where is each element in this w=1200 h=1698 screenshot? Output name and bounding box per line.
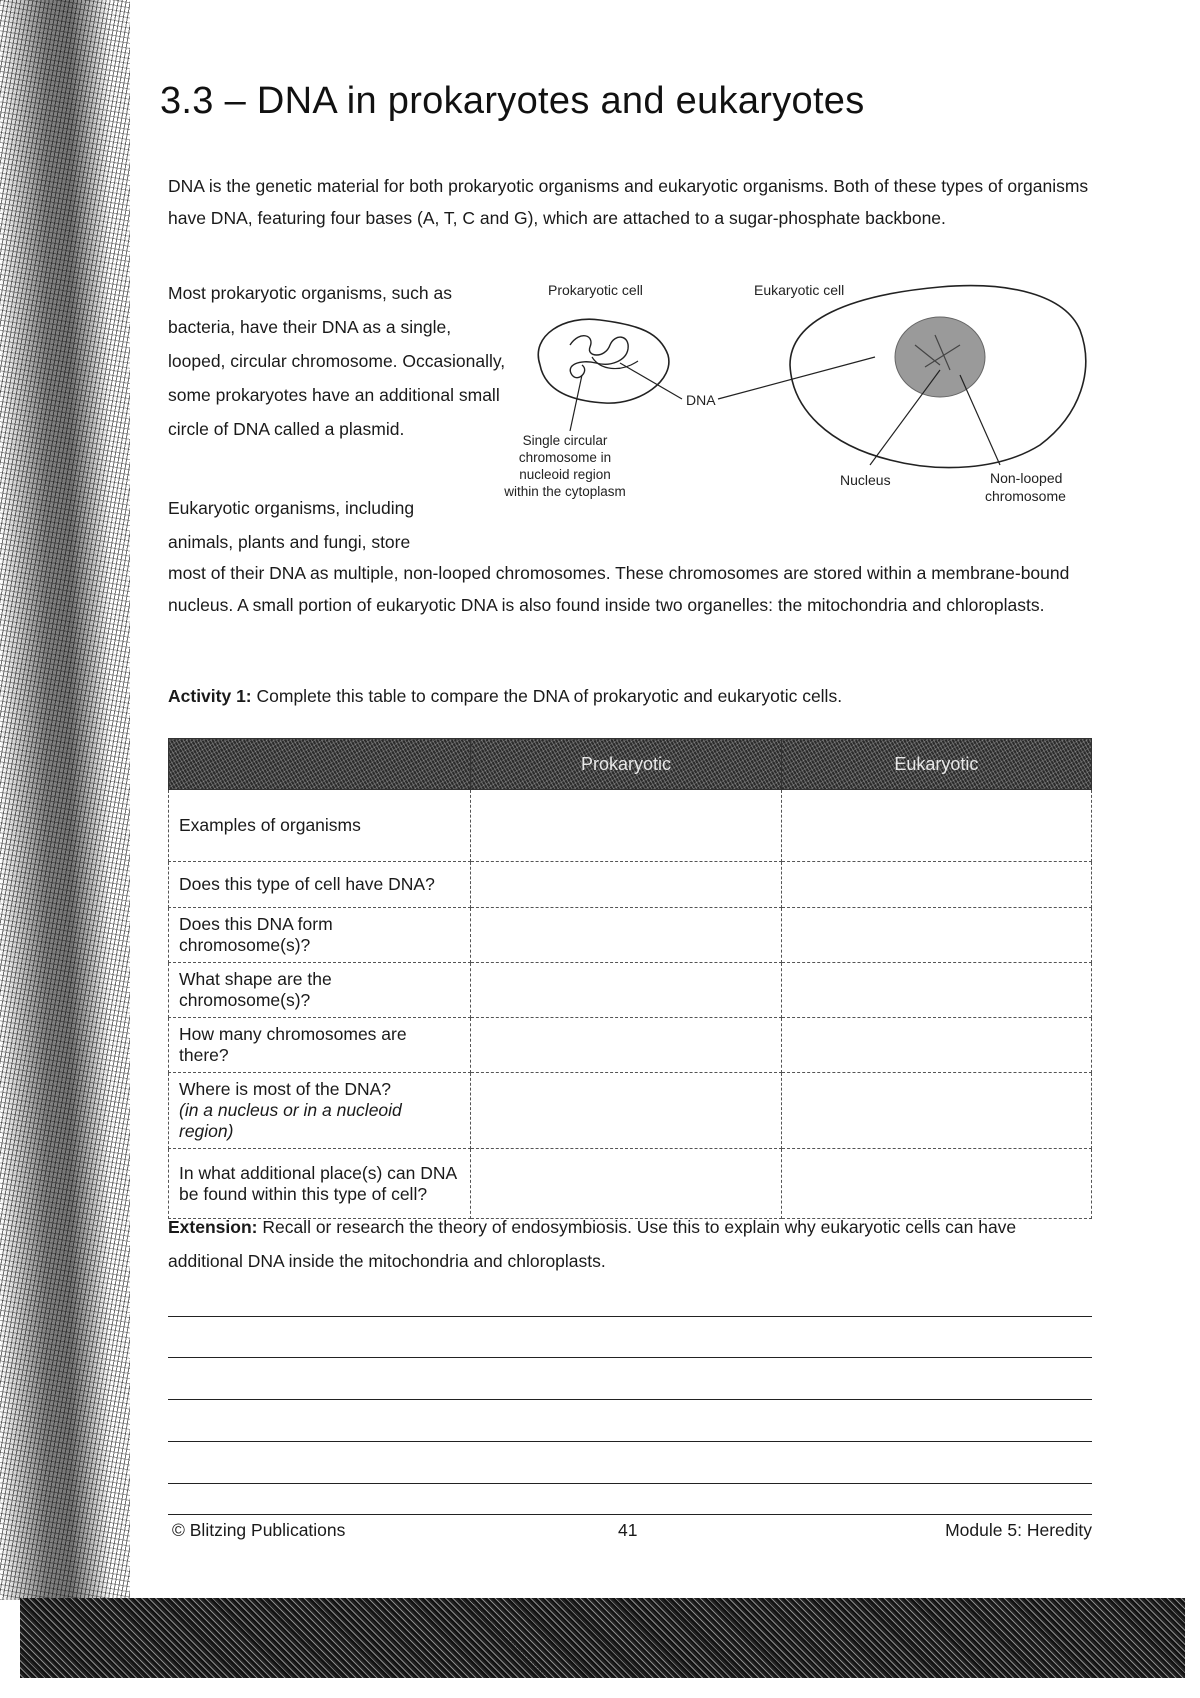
dna-cell-diagram (504, 275, 1100, 535)
table-row (169, 1018, 1092, 1073)
prokaryote-caption-line-2: chromosome in (518, 450, 612, 465)
eukaryote-paragraph-end: most of their DNA as multiple, non-looped chromosomes. These chromosomes are stored within a membrane-bound nucleus. A small portion of eukaryotic DNA is also found inside two organelles: the mitochondria and chloroplasts. (168, 563, 1070, 615)
eukaryotic-answer-cell[interactable] (781, 1149, 1091, 1219)
prokaryote-paragraph: Most prokaryotic organisms, such as bacteria, have their DNA as a single, looped, circular chromosome. Occasionally, some prokaryotes have an additional small circle of DNA called a plasmid. (168, 283, 506, 439)
prokaryotic-answer-cell[interactable] (471, 1018, 781, 1073)
eukaryotic-cell-label: Eukaryotic cell (754, 282, 845, 298)
intro-paragraph: DNA is the genetic material for both prokaryotic organisms and eukaryotic organisms. Both of these types of organisms have DNA, featuring four bases (A, T, C and G), which are attached to a sugar-phosphate backbone. (168, 176, 1089, 228)
row-question-cell (169, 1073, 471, 1149)
table-row (169, 1149, 1092, 1219)
prokaryotic-cell-label: Prokaryotic cell (548, 282, 643, 298)
row-question: How many chromosomes are there? (169, 1018, 471, 1073)
extension-label: Extension: (168, 1217, 258, 1237)
prokaryotic-answer-cell[interactable] (471, 1073, 781, 1149)
comparison-table (168, 738, 1092, 1219)
row-question: Does this type of cell have DNA? (169, 862, 471, 908)
prokaryotic-answer-cell[interactable] (471, 862, 781, 908)
answer-line[interactable] (168, 1357, 1092, 1358)
page-title: 3.3 – DNA in prokaryotes and eukaryotes (160, 80, 865, 122)
footer-publisher: © Blitzing Publications (172, 1520, 346, 1540)
footer-module: Module 5: Heredity (945, 1520, 1092, 1540)
table-header-prokaryotic: Prokaryotic (471, 739, 781, 790)
table-header-empty (169, 739, 471, 790)
prokaryotic-answer-cell[interactable] (471, 963, 781, 1018)
eukaryotic-answer-cell[interactable] (781, 1018, 1091, 1073)
answer-line[interactable] (168, 1316, 1092, 1317)
eukaryote-paragraph-start: Eukaryotic organisms, including animals, plants and fungi, store (168, 498, 415, 552)
table-row (169, 1073, 1092, 1149)
activity-1-instruction (168, 686, 842, 707)
eukaryotic-answer-cell[interactable] (781, 908, 1091, 963)
row-question: Where is most of the DNA? (179, 1079, 392, 1099)
table-row (169, 908, 1092, 963)
nucleus-label: Nucleus (840, 472, 891, 488)
answer-line[interactable] (168, 1483, 1092, 1484)
table-header-row (169, 739, 1092, 790)
eukaryotic-answer-cell[interactable] (781, 963, 1091, 1018)
prokaryotic-answer-cell[interactable] (471, 1149, 781, 1219)
activity-label: Activity 1: (168, 686, 252, 706)
activity-text: Complete this table to compare the DNA of prokaryotic and eukaryotic cells. (251, 686, 843, 706)
row-question: Examples of organisms (169, 790, 471, 862)
eukaryotic-answer-cell[interactable] (781, 790, 1091, 862)
answer-line[interactable] (168, 1399, 1092, 1400)
scan-noise-band (20, 1598, 1185, 1678)
prokaryote-caption-line-3: nucleoid region (519, 467, 611, 482)
eukaryotic-answer-cell[interactable] (781, 862, 1091, 908)
prokaryote-caption-line-1: Single circular (522, 433, 608, 448)
row-question: Does this DNA form chromosome(s)? (169, 908, 471, 963)
prokaryotic-answer-cell[interactable] (471, 908, 781, 963)
table-row (169, 790, 1092, 862)
table-row (169, 963, 1092, 1018)
footer-page-number: 41 (618, 1520, 638, 1540)
extension-text: Recall or research the theory of endosymbiosis. Use this to explain why eukaryotic cells can have additional DNA inside the mitochondria and chloroplasts. (168, 1217, 1017, 1271)
eukaryotic-answer-cell[interactable] (781, 1073, 1091, 1149)
table-header-eukaryotic: Eukaryotic (781, 739, 1091, 790)
extension-instruction (168, 1210, 1088, 1278)
answer-line[interactable] (168, 1441, 1092, 1442)
table-row (169, 862, 1092, 908)
non-looped-label-line-2: chromosome (985, 488, 1066, 504)
non-looped-label-line-1: Non-looped (990, 470, 1063, 486)
prokaryotic-answer-cell[interactable] (471, 790, 781, 862)
dna-label: DNA (686, 392, 716, 408)
prokaryote-caption-line-4: within the cytoplasm (504, 484, 626, 499)
eukaryotic-cell-drawing (790, 286, 1086, 468)
scan-binding-shadow (0, 0, 130, 1600)
row-question: In what additional place(s) can DNA be found within this type of cell? (169, 1149, 471, 1219)
footer-rule (168, 1514, 1092, 1515)
prokaryotic-cell-drawing (538, 319, 669, 403)
row-question: What shape are the chromosome(s)? (169, 963, 471, 1018)
row-question-hint: (in a nucleus or in a nucleoid region) (179, 1100, 402, 1141)
